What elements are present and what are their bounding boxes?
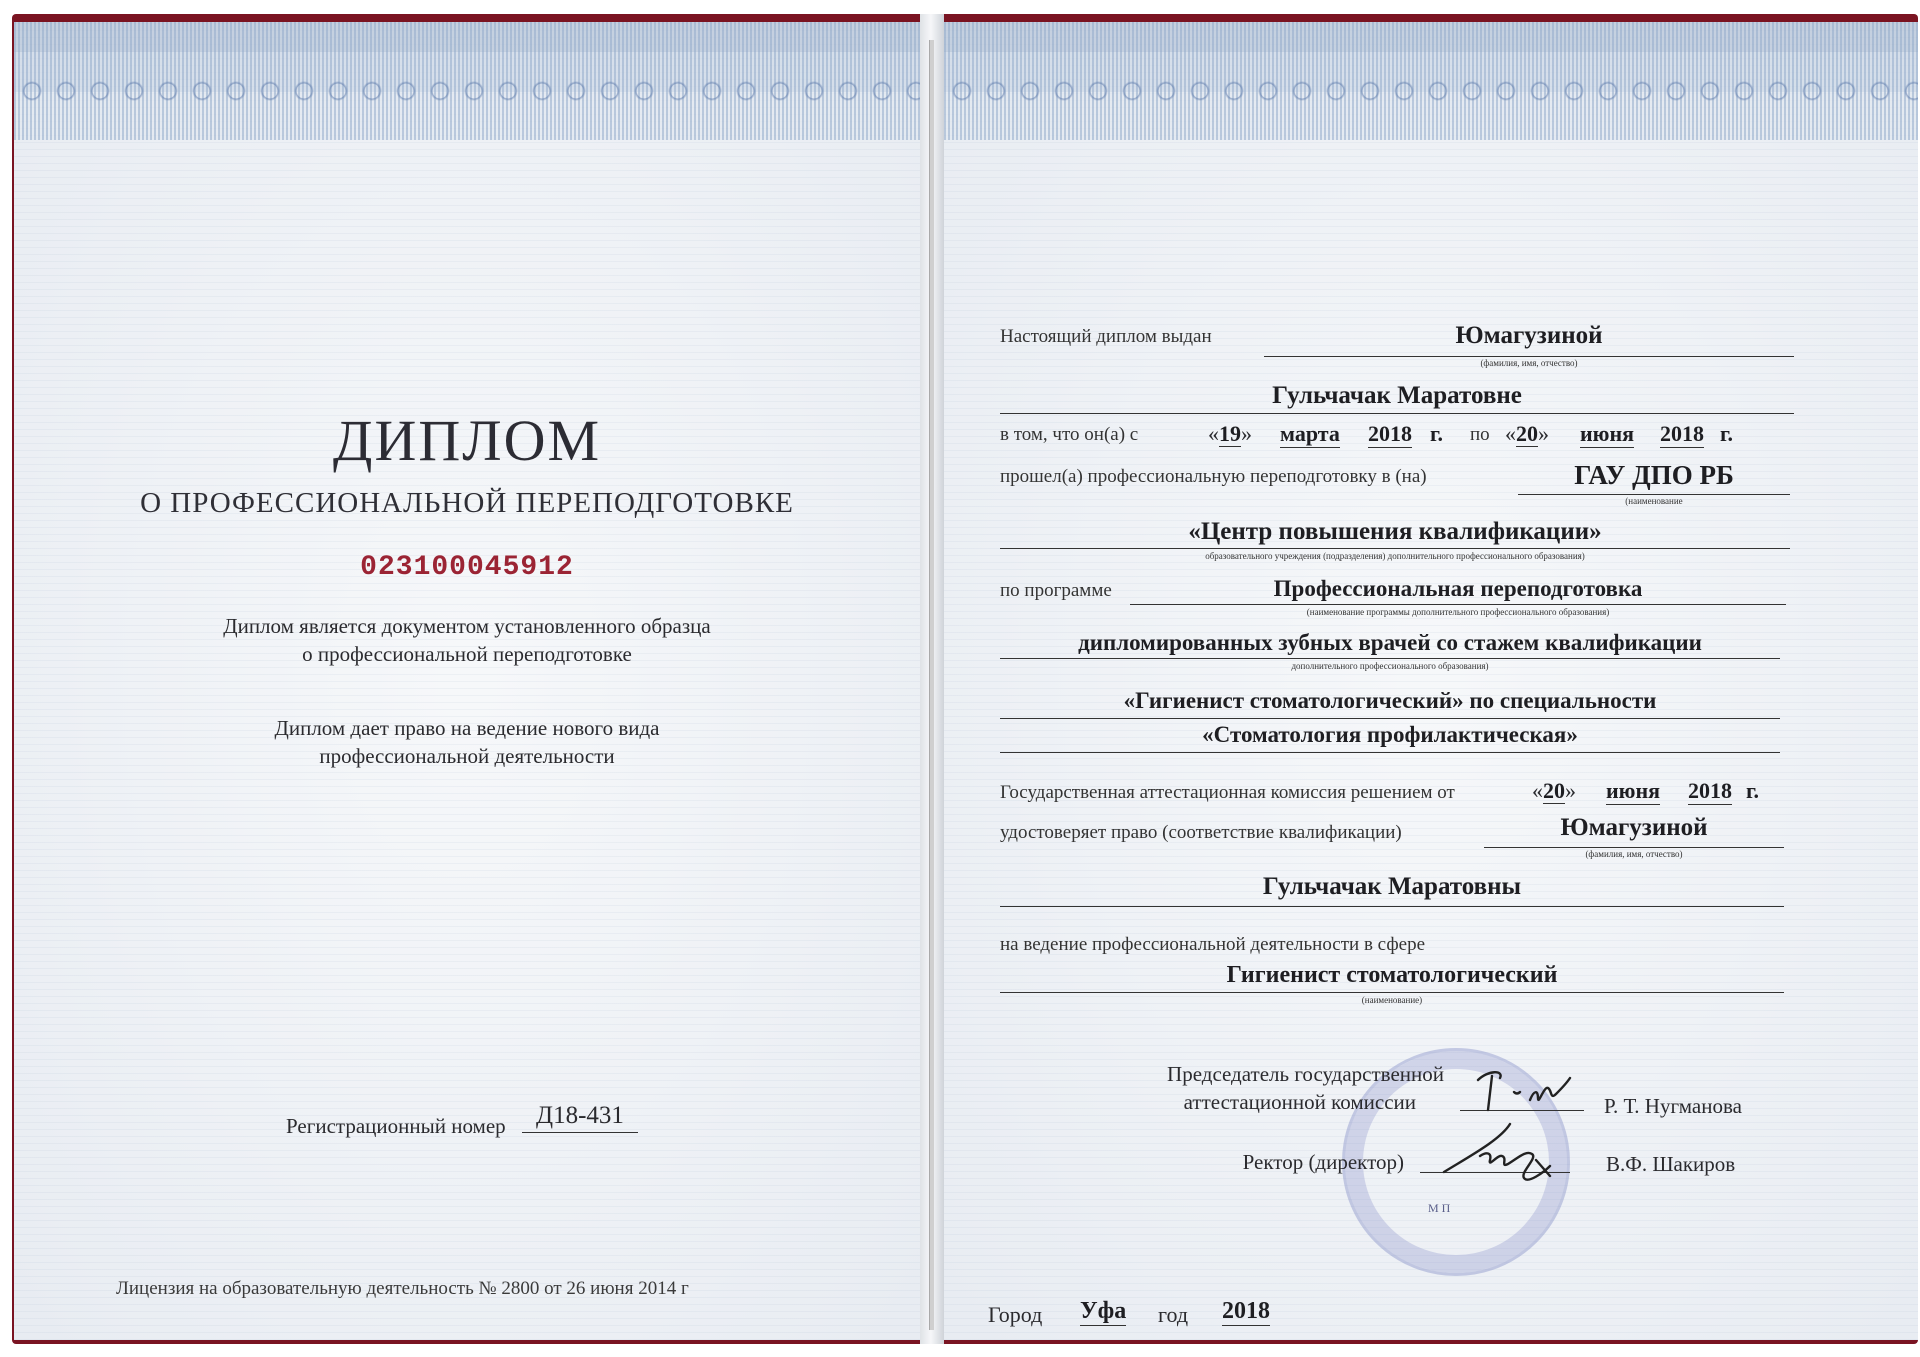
description-line-2: о профессиональной переподготовке bbox=[302, 642, 632, 666]
name2-line bbox=[1000, 906, 1784, 907]
institution: ГАУ ДПО РБ bbox=[1574, 460, 1734, 490]
start-year: 2018 bbox=[1368, 421, 1412, 446]
certifies-label: удостоверяет право (соответствие квалификации) bbox=[1000, 822, 1402, 843]
period-to: по bbox=[1470, 424, 1490, 445]
left-page bbox=[14, 22, 920, 1340]
fio-caption-2: (фамилия, имя, отчество) bbox=[1585, 849, 1683, 859]
commission-month: июня bbox=[1606, 778, 1661, 803]
program-label: по программе bbox=[1000, 580, 1112, 601]
commission-year: 2018 bbox=[1688, 778, 1732, 803]
name-caption: (наименование bbox=[1625, 496, 1683, 506]
period-prefix: в том, что он(а) с bbox=[1000, 424, 1139, 445]
end-year: 2018 bbox=[1660, 421, 1704, 446]
chair-line-1: Председатель государственной bbox=[1167, 1062, 1444, 1086]
program-line-1: Профессиональная переподготовка bbox=[1273, 576, 1643, 601]
start-year-suffix: г. bbox=[1430, 421, 1444, 446]
program-caption-2: дополнительного профессионального образования) bbox=[1291, 661, 1489, 671]
sphere-caption: (наименование) bbox=[1361, 995, 1423, 1005]
sphere-label: на ведение профессиональной деятельности в сфере bbox=[1000, 934, 1426, 955]
name-patronymic-2: Гульчачак Маратовны bbox=[1262, 873, 1522, 900]
commission-day: 20 bbox=[1543, 778, 1565, 803]
program-caption: (наименование программы дополнительного профессионального образования) bbox=[1306, 607, 1610, 617]
fio-caption: (фамилия, имя, отчество) bbox=[1480, 358, 1578, 368]
trained-label: прошел(а) профессиональную переподготовку в (на) bbox=[1000, 466, 1427, 487]
surname-2: Юмагузиной bbox=[1560, 814, 1708, 841]
end-year-suffix: г. bbox=[1720, 421, 1734, 446]
rector-signature bbox=[1440, 1116, 1580, 1192]
rights-line-1: Диплом дает право на ведение нового вида bbox=[274, 716, 660, 740]
surname: Юмагузиной bbox=[1455, 322, 1603, 349]
diploma-subtitle: О ПРОФЕССИОНАЛЬНОЙ ПЕРЕПОДГОТОВКЕ bbox=[140, 487, 794, 519]
end-month: июня bbox=[1580, 421, 1635, 446]
institution-full: «Центр повышения квалификации» bbox=[1188, 518, 1602, 545]
year: 2018 bbox=[1222, 1298, 1270, 1324]
program-line-4: «Стоматология профилактическая» bbox=[1202, 722, 1578, 747]
diploma-title: ДИПЛОМ bbox=[332, 408, 602, 473]
description-line-1: Диплом является документом установленного образца bbox=[223, 614, 711, 638]
binding-thread bbox=[929, 40, 934, 1330]
rights-line-2: профессиональной деятельности bbox=[319, 744, 615, 768]
program-line-2: дипломированных зубных врачей со стажем квалификации bbox=[1078, 630, 1702, 655]
chair-line-2: аттестационной комиссии bbox=[1183, 1090, 1416, 1114]
start-day: 19 bbox=[1219, 421, 1241, 446]
rector-name: В.Ф. Шакиров bbox=[1606, 1152, 1736, 1176]
end-day: 20 bbox=[1516, 421, 1538, 446]
name-patronymic: Гульчачак Маратовне bbox=[1272, 382, 1522, 409]
chair-name: Р. Т. Нугманова bbox=[1604, 1094, 1742, 1118]
guilloche-rings bbox=[14, 78, 920, 104]
program-line-3: «Гигиенист стоматологический» по специальности bbox=[1123, 688, 1657, 713]
program3-line bbox=[1000, 718, 1780, 719]
issued-label: Настоящий диплом выдан bbox=[1000, 326, 1212, 347]
surname2-line bbox=[1484, 847, 1784, 848]
commission-year-suffix: г. bbox=[1746, 778, 1760, 803]
program4-line bbox=[1000, 752, 1780, 753]
year-label: год bbox=[1158, 1302, 1189, 1327]
serial-number: 023100045912 bbox=[360, 552, 574, 583]
city-label: Город bbox=[988, 1302, 1043, 1327]
city: Уфа bbox=[1080, 1298, 1127, 1324]
institution-line bbox=[1518, 494, 1790, 495]
program-line bbox=[1130, 604, 1786, 605]
mp-mark: М П bbox=[1428, 1201, 1451, 1215]
surname-line bbox=[1264, 356, 1794, 357]
name-line bbox=[1000, 413, 1794, 414]
guilloche-rings bbox=[944, 78, 1918, 104]
license-text: Лицензия на образовательную деятельность № 2800 от 26 июня 2014 г bbox=[116, 1278, 689, 1299]
sphere-line bbox=[1000, 992, 1784, 993]
start-month: марта bbox=[1280, 421, 1340, 446]
chair-signature bbox=[1470, 1066, 1580, 1116]
rector-label: Ректор (директор) bbox=[1242, 1150, 1404, 1174]
registration-label: Регистрационный номер bbox=[286, 1114, 506, 1138]
program2-line bbox=[1000, 658, 1780, 659]
institution-caption: образовательного учреждения (подразделения) дополнительного профессионального образования) bbox=[1205, 551, 1585, 561]
institution2-line bbox=[1000, 548, 1790, 549]
registration-number: Д18-431 bbox=[522, 1102, 638, 1133]
sphere: Гигиенист стоматологический bbox=[1226, 962, 1558, 988]
commission-label: Государственная аттестационная комиссия решением от bbox=[1000, 782, 1455, 803]
